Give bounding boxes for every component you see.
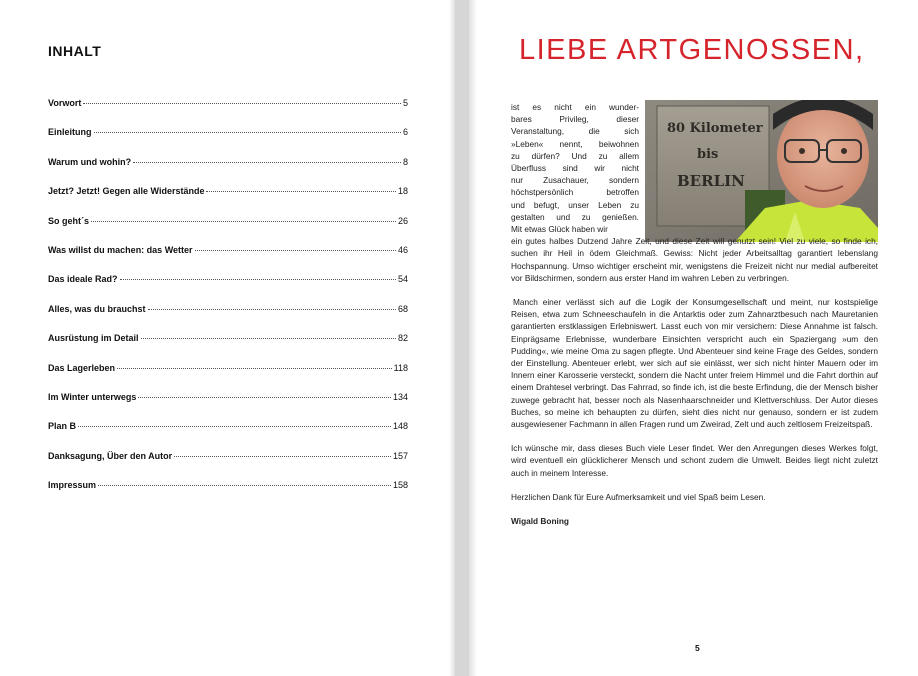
table-of-contents	[48, 98, 408, 509]
left-page	[0, 0, 455, 676]
toc-entry-page: 6	[402, 127, 408, 138]
page-number: 5	[695, 643, 700, 653]
toc-entry[interactable]	[48, 392, 408, 421]
toc-entry-page: 118	[393, 362, 408, 373]
page-title: LIEBE ARTGENOSSEN,	[519, 34, 865, 66]
toc-leader-dots	[133, 162, 401, 163]
toc-leader-dots	[117, 368, 392, 369]
toc-leader-dots	[206, 191, 396, 192]
foreword-text	[511, 101, 878, 527]
toc-entry-page: 26	[397, 215, 408, 226]
toc-entry-title: Im Winter unterwegs	[48, 391, 137, 402]
toc-entry-title: Warum und wohin?	[48, 156, 132, 167]
toc-entry-page: 18	[397, 186, 408, 197]
foreword-paragraph-2: Manch einer verlässt sich auf die Logik der Konsumgesellschaft und meint, nur kostspielige Reisen, etwa zum Schneeschaufeln in die Antarktis oder zum Zahnarztbesuch nach Mauretanien garantierten erstklassigen Erlebniswert. Lasst euch von mir versichern: Diese Annahme ist falsch. Einprägsame Erlebnisse, wunderbare Einsichten verspricht auch ein Spaziergang »um den Pudding«, wie meine Oma zu sagen pflegte. Und Abenteuer sind keine Frage des Geldes, sondern der Einstellung. Abenteuer erlebt, wer sich auf sie einlässt, wer sich nicht hinter Mauern oder im Innern einer Karosserie versteckt, sondern die Nacht unter freiem Himmel und die Fahrt dorthin auf einem Drahtesel verbringt. Das Fahrrad, so finde ich, ist die beste Erfindung, die der Mensch bisher zuwege gebracht hat, besser noch als Nasenhaarschneider und Klettverschluss. Der Autor dieses Buches, so meine ich behaupten zu dürfen, sieht dies nicht nur genauso, sondern er ist zudem ausgewiesener Fachmann in allen Fragen rund um Zweirad, Zelt und auch zeltlosem Freizeitspaß.	[511, 297, 878, 430]
toc-entry[interactable]	[48, 421, 408, 450]
foreword-paragraph-4: Herzlichen Dank für Eure Aufmerksamkeit und viel Spaß beim Lesen.	[511, 491, 766, 502]
foreword-paragraph-3: Ich wünsche mir, dass dieses Buch viele Leser findet. Wer den Anregungen dieses Werkes folgt, wird eventuell ein glücklicherer Mensch und schont zudem die Umwelt. Beides liegt nicht zuletzt auch in meinem Interesse.	[511, 443, 878, 478]
sign-text-3: BERLIN	[677, 172, 745, 190]
toc-entry[interactable]	[48, 98, 408, 127]
toc-entry[interactable]	[48, 245, 408, 274]
toc-entry-page: 54	[397, 274, 408, 285]
toc-entry-title: So geht´s	[48, 215, 90, 226]
toc-heading: INHALT	[48, 43, 102, 59]
sign-text-2: bis	[697, 147, 719, 162]
toc-leader-dots	[174, 456, 391, 457]
foreword-paragraph-intro	[511, 101, 639, 235]
toc-entry-title: Vorwort	[48, 98, 82, 108]
toc-leader-dots	[98, 485, 391, 486]
toc-entry-title: Plan B	[48, 421, 77, 432]
foreword-intro-line: ist es nicht ein wunder-	[511, 102, 639, 112]
toc-leader-dots	[141, 338, 396, 339]
foreword-intro-line: Veranstaltung, die sich	[511, 126, 639, 137]
toc-entry[interactable]	[48, 333, 408, 362]
toc-entry-page: 148	[392, 421, 408, 432]
sign-text-1: 80 Kilometer	[667, 121, 763, 136]
foreword-intro-line: gestalten und zu genießen.	[511, 211, 639, 222]
gutter-shadow	[449, 0, 455, 676]
toc-leader-dots	[120, 279, 396, 280]
foreword-intro-line: höchstpersönlich betroffen	[511, 187, 639, 198]
foreword-intro-line: »Leben« nennt, beiwohnen	[511, 138, 639, 149]
gutter-shadow-right	[469, 0, 477, 676]
toc-leader-dots	[138, 397, 391, 398]
toc-entry[interactable]	[48, 216, 408, 245]
toc-entry[interactable]	[48, 304, 408, 333]
foreword-intro-line: nur Zusachauer, sondern	[511, 175, 639, 186]
toc-entry-page: 68	[397, 303, 408, 314]
toc-entry-title: Das Lagerleben	[48, 362, 116, 373]
foreword-intro-line: Überfluss sind wir nicht	[511, 163, 639, 174]
toc-entry-title: Ausrüstung im Detail	[48, 333, 139, 344]
toc-entry-page: 82	[397, 333, 408, 344]
toc-leader-dots	[91, 221, 396, 222]
toc-entry-page: 5	[402, 98, 408, 108]
foreword-intro-line: und befugt, unser Leben zu	[511, 199, 639, 210]
toc-entry[interactable]	[48, 274, 408, 303]
toc-leader-dots	[195, 250, 396, 251]
toc-entry[interactable]	[48, 186, 408, 215]
toc-entry-title: Einleitung	[48, 127, 92, 138]
foreword-intro-line: Mit etwas Glück haben wir	[511, 224, 608, 235]
foreword-intro-line: bares Privileg, dieser	[511, 114, 639, 125]
toc-entry-title: Danksagung, Über den Autor	[48, 450, 173, 461]
toc-leader-dots	[83, 103, 401, 104]
toc-entry-title: Jetzt? Jetzt! Gegen alle Widerstände	[48, 186, 205, 197]
toc-entry-page: 157	[392, 450, 408, 461]
toc-entry-title: Alles, was du brauchst	[48, 303, 146, 314]
toc-entry-page: 8	[402, 156, 408, 167]
right-page	[469, 0, 918, 676]
toc-entry-page: 46	[397, 244, 408, 255]
toc-entry[interactable]	[48, 480, 408, 509]
toc-entry-title: Impressum	[48, 480, 97, 491]
toc-entry[interactable]	[48, 363, 408, 392]
toc-entry[interactable]	[48, 157, 408, 186]
toc-leader-dots	[94, 132, 401, 133]
toc-entry-title: Was willst du machen: das Wetter	[48, 244, 193, 255]
toc-leader-dots	[148, 309, 396, 310]
toc-leader-dots	[78, 426, 391, 427]
foreword-paragraph-1: ein gutes halbes Dutzend Jahre Zeit, und diese Zeit will genutzt sein! Viel zu viele, so finde ich, suchen ihr Heil in ödem Gleichmaß. Gewiss: Nicht jeder Arbeitsalltag garantiert lebenslang Hochspannung. Umso wichtiger erscheint mir, wenigstens die Freizeit nicht nur medial aufbereitet vor Bildschirmen, sondern aus erster Hand im wahren Leben zu verbringen.	[511, 236, 878, 283]
toc-entry[interactable]	[48, 127, 408, 156]
toc-entry-page: 158	[392, 480, 408, 491]
toc-entry-page: 134	[392, 391, 408, 402]
toc-entry-title: Das ideale Rad?	[48, 274, 118, 285]
foreword-intro-line: zu dürfen? Und zu allem	[511, 150, 639, 161]
author-signature: Wigald Boning	[511, 516, 569, 527]
toc-entry[interactable]	[48, 451, 408, 480]
